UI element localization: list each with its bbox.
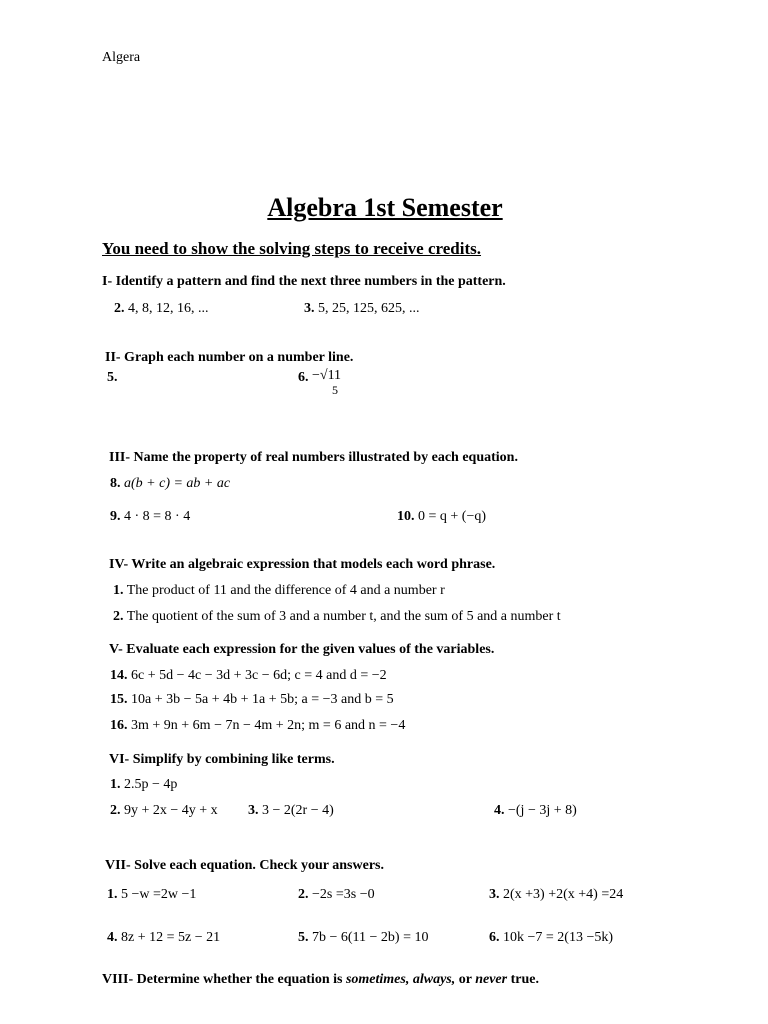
problem-number: 5. [298, 930, 309, 945]
heading-text-end: true. [507, 972, 539, 987]
problem-text: −2s =3s −0 [312, 887, 375, 902]
problem-text: a(b + c) = ab + ac [124, 476, 231, 491]
problem-number: 2. [114, 301, 125, 316]
problem-number: 6. [489, 930, 500, 945]
problem-2-6 [298, 370, 352, 400]
page-header: Algera [102, 50, 141, 65]
fraction-expression [312, 370, 352, 400]
section-2-heading: II- Graph each number on a number line. [105, 350, 354, 365]
instructions: You need to show the solving steps to receive credits. [102, 239, 482, 258]
problem-text: 3 − 2(2r − 4) [262, 803, 334, 818]
emph-sometimes: sometimes, [345, 972, 410, 987]
problem-text: The product of 11 and the difference of 4 and a number r [126, 583, 445, 598]
heading-text: VIII- Determine whether the equation is [102, 972, 346, 987]
problem-text: 2.5p − 4p [124, 777, 178, 792]
problem-5-14 [110, 668, 387, 684]
page-title: Algebra 1st Semester [267, 193, 503, 222]
problem-text: 7b − 6(11 − 2b) = 10 [312, 930, 429, 945]
problem-number: 14. [110, 668, 128, 683]
problem-text: 10a + 3b − 5a + 4b + 1a + 5b; a = −3 and b = 5 [131, 692, 394, 707]
problem-2-5 [107, 370, 118, 386]
problem-number: 10. [397, 509, 415, 524]
problem-number: 5. [107, 370, 118, 385]
problem-number: 16. [110, 718, 128, 733]
problem-number: 1. [107, 887, 118, 902]
problem-number: 3. [304, 301, 315, 316]
problem-text: 9y + 2x − 4y + x [124, 803, 218, 818]
problem-7-5 [298, 930, 429, 946]
problem-text: 5 −w =2w −1 [121, 887, 197, 902]
section-5-heading: V- Evaluate each expression for the given values of the variables. [109, 642, 495, 657]
problem-number: 3. [248, 803, 259, 818]
emph-never: never [475, 972, 508, 987]
section-3-heading: III- Name the property of real numbers illustrated by each equation. [109, 450, 518, 465]
problem-number: 15. [110, 692, 128, 707]
problem-number: 2. [113, 609, 124, 624]
problem-3-9 [110, 509, 190, 525]
problem-text: −(j − 3j + 8) [508, 803, 577, 818]
problem-7-4 [107, 930, 220, 946]
problem-number: 4. [107, 930, 118, 945]
problem-6-4 [494, 803, 577, 819]
problem-5-15 [110, 692, 394, 708]
problem-number: 1. [110, 777, 121, 792]
problem-3-10 [397, 509, 486, 525]
problem-number: 8. [110, 476, 121, 491]
section-7-heading: VII- Solve each equation. Check your answers. [105, 858, 384, 873]
problem-6-1 [110, 777, 177, 793]
section-1-heading: I- Identify a pattern and find the next three numbers in the pattern. [102, 274, 506, 289]
heading-text-mid: or [455, 972, 476, 987]
problem-number: 1. [113, 583, 124, 598]
problem-text: 4, 8, 12, 16, ... [128, 301, 209, 316]
problem-6-3 [248, 803, 334, 819]
problem-1-3 [304, 301, 420, 317]
problem-7-6 [489, 930, 613, 946]
section-8-heading [102, 972, 539, 988]
problem-text: 5, 25, 125, 625, ... [318, 301, 420, 316]
problem-5-16 [110, 718, 405, 734]
problem-number: 6. [298, 370, 309, 385]
problem-7-1 [107, 887, 196, 903]
denominator: 5 [332, 383, 338, 397]
problem-text: 4 · 8 = 8 · 4 [124, 509, 191, 524]
problem-text: 6c + 5d − 4c − 3d + 3c − 6d; c = 4 and d = −2 [131, 668, 387, 683]
problem-number: 4. [494, 803, 505, 818]
problem-number: 9. [110, 509, 121, 524]
problem-text: 3m + 9n + 6m − 7n − 4m + 2n; m = 6 and n = −4 [131, 718, 406, 733]
section-6-heading: VI- Simplify by combining like terms. [109, 752, 335, 767]
problem-1-2 [114, 301, 209, 317]
section-4-heading: IV- Write an algebraic expression that models each word phrase. [109, 557, 496, 572]
radical-expression: −√11 [312, 368, 342, 383]
problem-text: 0 = q + (−q) [418, 509, 487, 524]
problem-number: 3. [489, 887, 500, 902]
problem-4-2 [113, 609, 561, 625]
problem-6-2 [110, 803, 218, 819]
problem-3-8 [110, 476, 230, 492]
emph-always: always, [412, 972, 456, 987]
problem-number: 2. [110, 803, 121, 818]
problem-number: 2. [298, 887, 309, 902]
problem-text: 8z + 12 = 5z − 21 [121, 930, 221, 945]
problem-text: 2(x +3) +2(x +4) =24 [503, 887, 624, 902]
problem-text: The quotient of the sum of 3 and a number t, and the sum of 5 and a number t [126, 609, 561, 624]
problem-7-2 [298, 887, 375, 903]
problem-7-3 [489, 887, 623, 903]
problem-text: 10k −7 = 2(13 −5k) [503, 930, 614, 945]
problem-4-1 [113, 583, 445, 599]
